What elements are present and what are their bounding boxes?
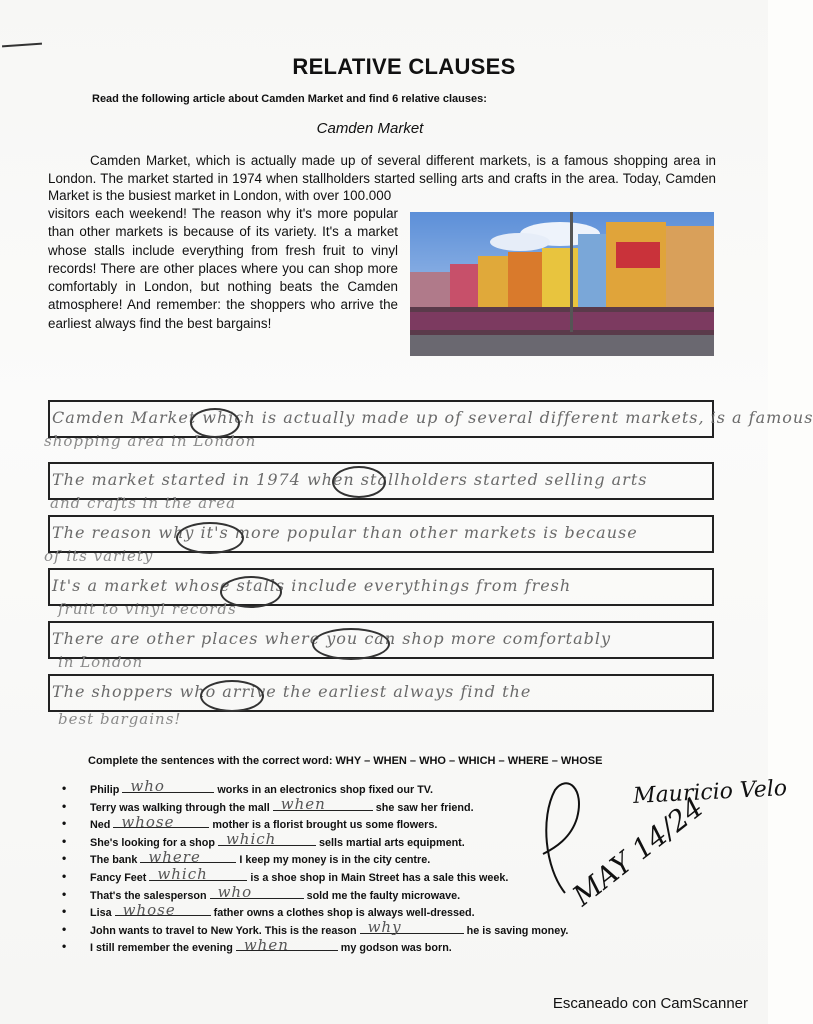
handwritten-answer-3: The reason why it's more popular than other markets is because bbox=[52, 523, 638, 542]
exercise-item-9: • John wants to travel to New York. This is the reason why he is saving money. bbox=[62, 921, 622, 939]
exercise-instruction: Complete the sentences with the correct word: WHY – WHEN – WHO – WHICH – WHERE – WHOSE bbox=[88, 755, 603, 767]
handwritten-answer-4-continued: fruit to vinyl records bbox=[58, 600, 237, 618]
reading-instruction: Read the following article about Camden Market and find 6 relative clauses: bbox=[92, 93, 487, 105]
circled-word bbox=[190, 408, 240, 438]
circled-word bbox=[176, 522, 244, 554]
article-paragraph-wide: Camden Market, which is actually made up of several different markets, is a famous shopping area in London. The market started in 1974 when stallholders started selling arts and crafts in the area. Today, Camden Market is the busiest market in London, with over 100.000 bbox=[48, 153, 716, 204]
handwritten-answer-6: The shoppers who arrive the earliest always find the bbox=[52, 682, 532, 701]
signature-name: Mauricio Velo bbox=[632, 775, 788, 810]
answer-blank[interactable]: when bbox=[236, 938, 338, 951]
pen-mark bbox=[2, 43, 42, 48]
exercise-item-4: • She's looking for a shop which sells martial arts equipment. bbox=[62, 833, 622, 851]
handwritten-answer-4: It's a market whose stalls include everythings from fresh bbox=[52, 576, 572, 595]
signature-date: MAY 14/24 bbox=[566, 790, 710, 913]
circled-word bbox=[332, 466, 386, 498]
article-paragraph-narrow: visitors each weekend! The reason why it's more popular than other markets is because of its variety. It's a market whose stalls include everything from fresh fruit to vinyl records! There are other places where you can shop more comfortably in London, but nothing beats the Camden atmosphere! And remember: the shoppers who arrive the earliest always find the best bargains! bbox=[48, 206, 398, 331]
scanner-watermark: Escaneado con CamScanner bbox=[552, 995, 748, 1012]
exercise-item-5: • The bank where I keep my money is in the city centre. bbox=[62, 850, 622, 868]
handwritten-answer-5: There are other places where you can shop more comfortably bbox=[52, 629, 612, 648]
exercise-item-2: • Terry was walking through the mall when she saw her friend. bbox=[62, 798, 622, 816]
article-title: Camden Market bbox=[316, 120, 424, 137]
handwritten-answer-3-continued: of its variety bbox=[44, 547, 154, 565]
circled-word bbox=[312, 628, 390, 660]
answer-blank[interactable]: whose bbox=[113, 815, 209, 828]
answer-blank[interactable]: where bbox=[140, 850, 236, 863]
answer-blank[interactable]: why bbox=[360, 921, 464, 934]
handwritten-answer-6-continued: best bargains! bbox=[58, 710, 182, 728]
answer-blank[interactable]: which bbox=[149, 868, 247, 881]
handwritten-answer-2-continued: and crafts in the area bbox=[50, 494, 237, 512]
answer-blank[interactable]: when bbox=[273, 798, 373, 811]
camden-market-photo bbox=[410, 212, 714, 356]
handwritten-answer-1-continued: shopping area in London bbox=[44, 432, 257, 450]
exercise-item-7: • That's the salesperson who sold me the faulty microwave. bbox=[62, 886, 622, 904]
exercise-item-8: • Lisa whose father owns a clothes shop is always well-dressed. bbox=[62, 903, 622, 921]
handwritten-answer-1: Camden Market which is actually made up of several different markets, is a famous bbox=[52, 408, 813, 427]
circled-word bbox=[220, 576, 282, 608]
handwritten-answer-5-continued: in London bbox=[58, 653, 144, 671]
answer-blank[interactable]: whose bbox=[115, 903, 211, 916]
answer-blank[interactable]: who bbox=[210, 886, 304, 899]
exercise-item-10: • I still remember the evening when my godson was born. bbox=[62, 938, 622, 956]
page-title: RELATIVE CLAUSES bbox=[292, 54, 516, 79]
answer-blank[interactable]: who bbox=[122, 780, 214, 793]
handwritten-answer-2: The market started in 1974 when stallholders started selling arts bbox=[52, 470, 648, 489]
circled-word bbox=[200, 680, 264, 712]
answer-blank[interactable]: which bbox=[218, 833, 316, 846]
exercise-item-3: • Ned whose mother is a florist brought us some flowers. bbox=[62, 815, 622, 833]
exercise-item-6: • Fancy Feet which is a shoe shop in Main Street has a sale this week. bbox=[62, 868, 622, 886]
exercise-item-1: • Philip who works in an electronics shop fixed our TV. bbox=[62, 780, 622, 798]
